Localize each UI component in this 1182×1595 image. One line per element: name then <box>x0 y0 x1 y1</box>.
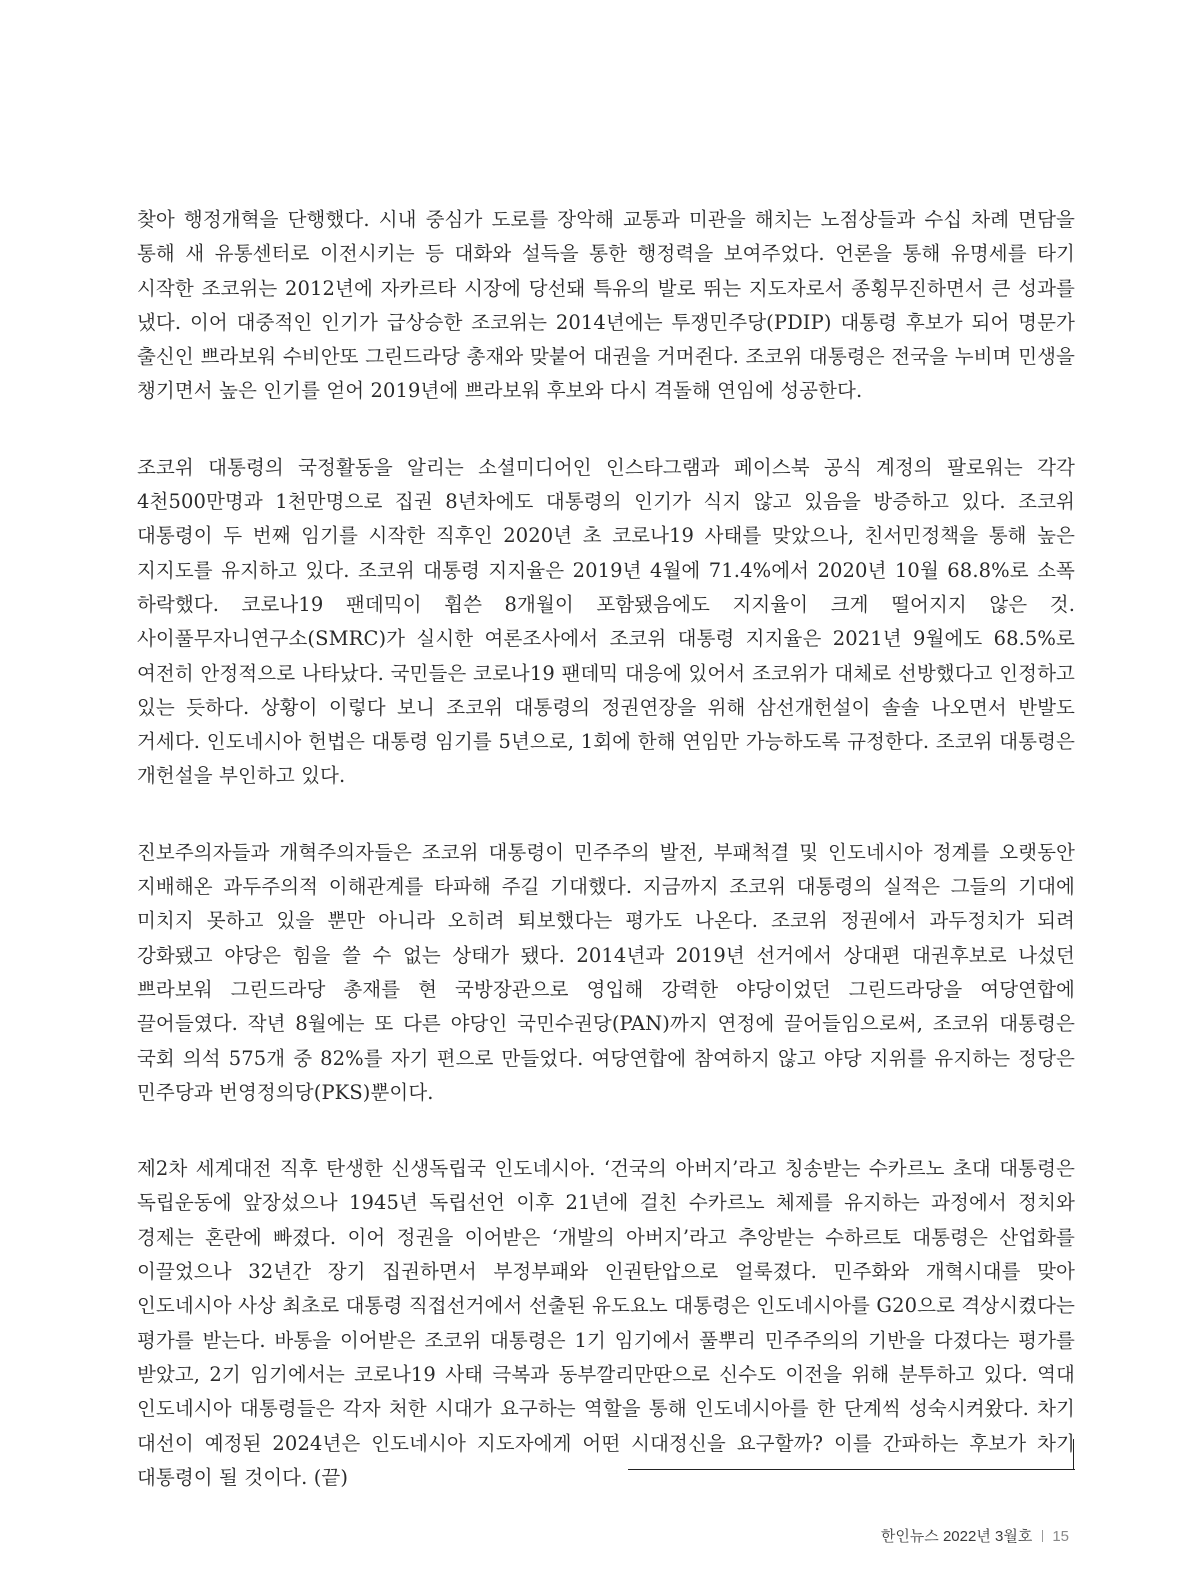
paragraph-3: 진보주의자들과 개혁주의자들은 조코위 대통령이 민주주의 발전, 부패척결 및 인도네시아 정계를 오랫동안 지배해온 과두주의적 이해관계를 타파해 주길 기대했다. 지금까지 조코위 대통령의 실적은 그들의 기대에 미치지 못하고 있을 뿐만 아니라 오히려 퇴보했다는 평가도 나온다. 조코위 정권에서 과두정치가 되려 강화됐고 야당은 힘을 쓸 수 없는 상태가 됐다. 2014년과 2019년 선거에서 상대편 대권후보로 나섰던 쁘라보워 그린드라당 총재를 현 국방장관으로 영입해 강력한 야당이었던 그린드라당을 여당연합에 끌어들였다. 작년 8월에는 또 다른 야당인 국민수권당(PAN)까지 연정에 끌어들임으로써, 조코위 대통령은 국회 의석 575개 중 82%를 자기 편으로 만들었다. 여당연합에 참여하지 않고 야당 지위를 유지하는 정당은 민주당과 번영정의당(PKS)뿐이다. <box>137 840 1075 1104</box>
page-number: 15 <box>1052 1528 1069 1545</box>
paragraph-2: 조코위 대통령의 국정활동을 알리는 소셜미디어인 인스타그램과 페이스북 공식 계정의 팔로워는 각각 4천500만명과 1천만명으로 집권 8년차에도 대통령의 인기가 식지 않고 있음을 방증하고 있다. 조코위 대통령이 두 번째 임기를 시작한 직후인 2020년 초 코로나19 사태를 맞았으나, 친서민정책을 통해 높은 지지도를 유지하고 있다. 조코위 대통령 지지율은 2019년 4월에 71.4%에서 2020년 10월 68.8%로 소폭 하락했다. 코로나19 팬데믹이 휩쓴 8개월이 포함됐음에도 지지율이 크게 떨어지지 않은 것. 사이풀무자니연구소(SMRC)가 실시한 여론조사에서 조코위 대통령 지지율은 2021년 9월에도 68.5%로 여전히 안정적으로 나타났다. 국민들은 코로나19 팬데믹 대응에 있어서 조코위가 대체로 선방했다고 인정하고 있는 듯하다. 상황이 이렇다 보니 조코위 대통령의 정권연장을 위해 삼선개헌설이 솔솔 나오면서 반발도 거세다. 인도네시아 헌법은 대통령 임기를 5년으로, 1회에 한해 연임만 가능하도록 규정한다. 조코위 대통령은 개헌설을 부인하고 있다. <box>137 455 1075 788</box>
publication-name: 한인뉴스 2022년 3월호 <box>880 1528 1033 1545</box>
article-end-tick <box>1073 1439 1074 1470</box>
paragraph-1: 찾아 행정개혁을 단행했다. 시내 중심가 도로를 장악해 교통과 미관을 해치는 노점상들과 수십 차례 면담을 통해 새 유통센터로 이전시키는 등 대화와 설득을 통한 행정력을 보여주었다. 언론을 통해 유명세를 타기 시작한 조코위는 2012년에 자카르타 시장에 당선돼 특유의 발로 뛰는 지도자로서 종횡무진하면서 큰 성과를 냈다. 이어 대중적인 인기가 급상승한 조코위는 2014년에는 투쟁민주당(PDIP) 대통령 후보가 되어 명문가 출신인 쁘라보워 수비안또 그린드라당 총재와 맞붙어 대권을 거머쥔다. 조코위 대통령은 전국을 누비며 민생을 챙기면서 높은 인기를 얻어 2019년에 쁘라보워 후보와 다시 격돌해 연임에 성공한다. <box>137 208 1075 403</box>
article-body <box>137 203 1075 1495</box>
page-footer <box>881 1525 1069 1546</box>
paragraph-4: 제2차 세계대전 직후 탄생한 신생독립국 인도네시아. ‘건국의 아버지’라고 칭송받는 수카르노 초대 대통령은 독립운동에 앞장섰으나 1945년 독립선언 이후 21년에 걸친 수카르노 체제를 유지하는 과정에서 정치와 경제는 혼란에 빠졌다. 이어 정권을 이어받은 ‘개발의 아버지’라고 추앙받는 수하르토 대통령은 산업화를 이끌었으나 32년간 장기 집권하면서 부정부패와 인권탄압으로 얼룩졌다. 민주화와 개혁시대를 맞아 인도네시아 사상 최초로 대통령 직접선거에서 선출된 유도요노 대통령은 인도네시아를 G20으로 격상시켰다는 평가를 받는다. 바통을 이어받은 조코위 대통령은 1기 임기에서 풀뿌리 민주주의의 기반을 다졌다는 평가를 받았고, 2기 임기에서는 코로나19 사태 극복과 동부깔리만딴으로 신수도 이전을 위해 분투하고 있다. 역대 인도네시아 대통령들은 각자 처한 시대가 요구하는 역할을 통해 인도네시아를 한 단계씩 성숙시켜왔다. 차기 대선이 예정된 2024년은 인도네시아 지도자에게 어떤 시대정신을 요구할까? 이를 간파하는 후보가 차기 대통령이 될 것이다. (끝) <box>137 1157 1075 1489</box>
article-end-rule <box>628 1469 1075 1470</box>
footer-divider <box>1042 1530 1043 1542</box>
